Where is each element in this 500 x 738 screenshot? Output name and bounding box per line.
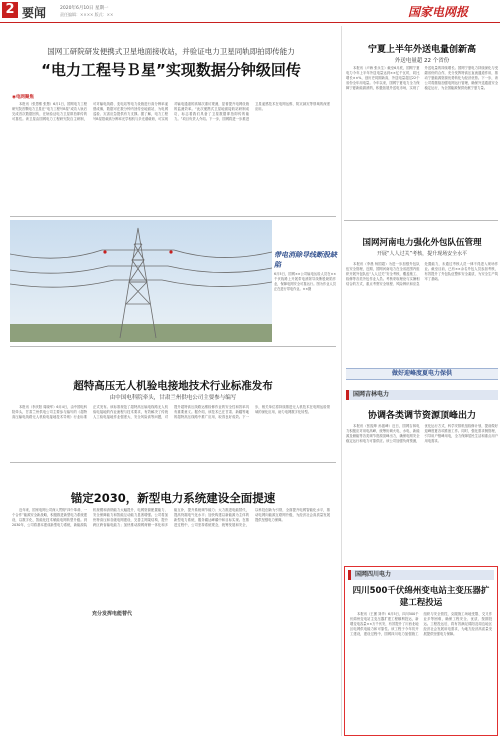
ningxia-title: 宁夏上半年外送电量创新高: [367, 45, 476, 55]
lead-source: ◉电网聚焦: [12, 95, 34, 100]
lead-divider: [10, 216, 336, 217]
grid2030-body: 近年来，国家电网公司深入贯彻“四个革命、一个合作”能源安全新战略，积极推进新型电力系统建设，以数字化、智能化技术赋能电网转型升级。到2030年，公司将基本建成新型电力系统，新能源装机规模和消纳能力大幅提升，电网资源配置能力、安全保障能力和智能互动能力显著增强。公司将加快特高压和各级电网建设，完善主网架结构，提升跨区跨省输电能力；加快推动源网荷储一体化和多能互补，提升系统调节能力；大力推进电能替代，提高终端电气化水平；加快构建以新能源为主体的新型电力系统，服务碳达峰碳中和目标实现。在推进过程中，公司坚持系统观念，统筹发展和安全，以科技创新为引领，全面提升电网智能化水平，推动电网向能源互联网升级，为经济社会高质量发展提供坚强电力保障。: [12, 508, 330, 527]
uhv-divider: [10, 462, 336, 463]
page-editor: 责任编辑：×××× 版式：××: [60, 12, 114, 17]
sichuan-title: 四川500千伏绵州变电站主变压器扩建工程投运: [352, 586, 490, 608]
column-divider: [341, 26, 342, 736]
page-meta: 2020年6月10日 星期一: [60, 6, 109, 11]
lead-title: “电力工程号Ｂ星”实现数据分钟级回传: [41, 61, 301, 79]
uhv-subtitle: 由中国电科院牵头，甘肃兰州供电公司主要参与编写: [109, 395, 237, 401]
header-rule: [0, 22, 500, 23]
lead-kicker: 国网工研院研发便携式卫星地面接收站，并验证电力卫星同轨即拍即传能力: [47, 47, 295, 56]
summer-banner: [346, 368, 498, 380]
section-name: 要闻: [22, 6, 47, 20]
tower-illustration: [10, 220, 272, 342]
henan-subtitle: 开展“人人过关”考核，提升现场安全水平: [376, 251, 468, 257]
sichuan-tag: 国网四川电力: [348, 570, 494, 580]
page-header: [0, 0, 500, 26]
summer-banner-text: 做好迎峰度夏电力保供: [391, 370, 452, 377]
uhv-title: 超特高压无人机验电接地技术行业标准发布: [73, 380, 273, 392]
photo-divider: [10, 346, 336, 347]
jilin-body: 本报讯（张振坤 孙振峰）近日，国网吉林电力积极应对用电高峰，统筹协调火电、水电、新能源及储能等各类调节资源顶峰出力，确保电网安全稳定运行和电力可靠供应。该公司加强负荷预测，优化运行方式，科学安排机组检修计划，提前做好迎峰度夏各项准备工作。同时，强化需求侧管理，引导用户错峰用电，全力保障居民生活和重点用户用电需求。: [346, 424, 498, 443]
ningxia-divider: [344, 220, 498, 221]
photo-caption-title: 带电消除导线断股缺陷: [274, 251, 337, 269]
ningxia-subtitle: 外送电量超 22 个省份: [394, 58, 450, 64]
ningxia-body: 本报讯（卢海 张永生）截至6月底，国网宁夏电力今年上半年外送电量达到××亿千瓦时，同比增长××%，创历史同期新高，外送电量超过22个省份全年用电量。今年以来，国网宁夏电力全力保障宁夏新能源消纳，积极拓展外送电市场，实现了外送电量的持续增长。国网宁夏电力持续深化与受端省份的合作，充分发挥特高压直流通道作用，推动宁夏能源资源优势转化为经济优势。下一步，该公司将继续加强电网运行管理，确保外送通道安全稳定运行，为全国能源保供贡献宁夏力量。: [346, 66, 498, 90]
source-icon: ◉: [12, 95, 16, 100]
henan-title: 国网河南电力强化外包队伍管理: [362, 238, 482, 248]
grid2030-title: 锚定2030，新型电力系统建设全面提速: [70, 491, 276, 505]
jilin-title: 协调各类调节资源顶峰出力: [367, 411, 476, 421]
masthead-logo: 国家电网报: [408, 5, 469, 19]
photo-caption-body: 6月5日，国网××公司输电运检人员在××千伏线路上开展带电消除导线断股缺陷作业，保障电网安全可靠运行。图为作业人员正在进行带电作业。××摄: [274, 272, 336, 291]
transmission-tower-photo: [10, 220, 272, 342]
sichuan-body: 本报讯（王赟 刘华）6月5日，四川500千伏绵州变电站主变压器扩建工程顺利投运，新增变电容量××万千伏安，有效提升了川西北地区电网供电能力和可靠性。该工程于今年初开工建设，建设过程中，国网四川电力加强施工组织与安全管控，克服施工场地受限、交叉作业多等困难，确保工程安全、优质、按期投运。工程投运后，将有效满足绵阳及周边地区经济社会发展用电需求，为地方经济高质量发展提供坚强电力保障。: [350, 612, 492, 636]
uhv-body: 本报讯（李庆阳 周晓军）6月4日，由中国电科院牵头，甘肃兰州供电公司主要参与编写的《超特高压输电线路无人机验电接地技术导则》行业标准正式发布。该标准规范了超特高压输电线路无人机验电接地的作业流程与技术要求，有效解决了传统人工验电接地作业强度大、安全风险高等问题，对提升超特高压线路运维检修作业的安全性和效率具有重要意义。据介绍，该技术已在甘肃、新疆等地的超特高压线路中推广应用，取得良好成效。下一步，相关单位将持续推进无人机技术在电网运检领域的深化应用，助力电网数字化转型。: [12, 405, 330, 419]
grid2030-bottom-heading: 充分发挥电能替代: [92, 610, 168, 617]
page-number: 2: [2, 2, 18, 18]
jilin-tag: 国网吉林电力: [346, 390, 498, 400]
henan-body: 本报讯（李晨 杨国超）为进一步加强外包队伍安全管理，近期，国网河南电力在全省范围内组织开展外包队伍“人人过关”安全考核，覆盖施工、检修等各类外包作业人员。考核采取理论与实操相结合的方式，重点考察安全规程、风险辨识和应急处置能力，未通过考核人员一律不得进入现场作业。截至目前，已有××余名外包人员参加考核，有效提升了外包队伍整体安全素质，为安全生产筑牢了基础。: [346, 262, 498, 286]
lead-body: 本报讯（张思维 张慧）6月1日，国网电力工程研究院首颗电力卫星在“电力工程号B星”成功入轨后完成首次数据回传，在轨验证电力卫星即拍即传的可靠性。该卫星由国网电力工程研究院自主研制，可对输电线路、变电站等电力设施进行高分辨率遥感成像，数据可在数分钟内回传至地面站，为电网巡检、灾害应急提供有力支撑。据了解，电力工程号B星搭载高分辨率光学相机与多光谱载荷，可实现对输电通道的高频次重访观测，显著提升电网设施的监测效率。“此次便携式卫星地面接收站研制成功，标志着我们具备了卫星数据即拍即传的能力。”项目负责人介绍。下一步，国网将进一步推进卫星遥感技术在电网运维、防灾减灾等领域的深度应用。: [12, 102, 330, 121]
